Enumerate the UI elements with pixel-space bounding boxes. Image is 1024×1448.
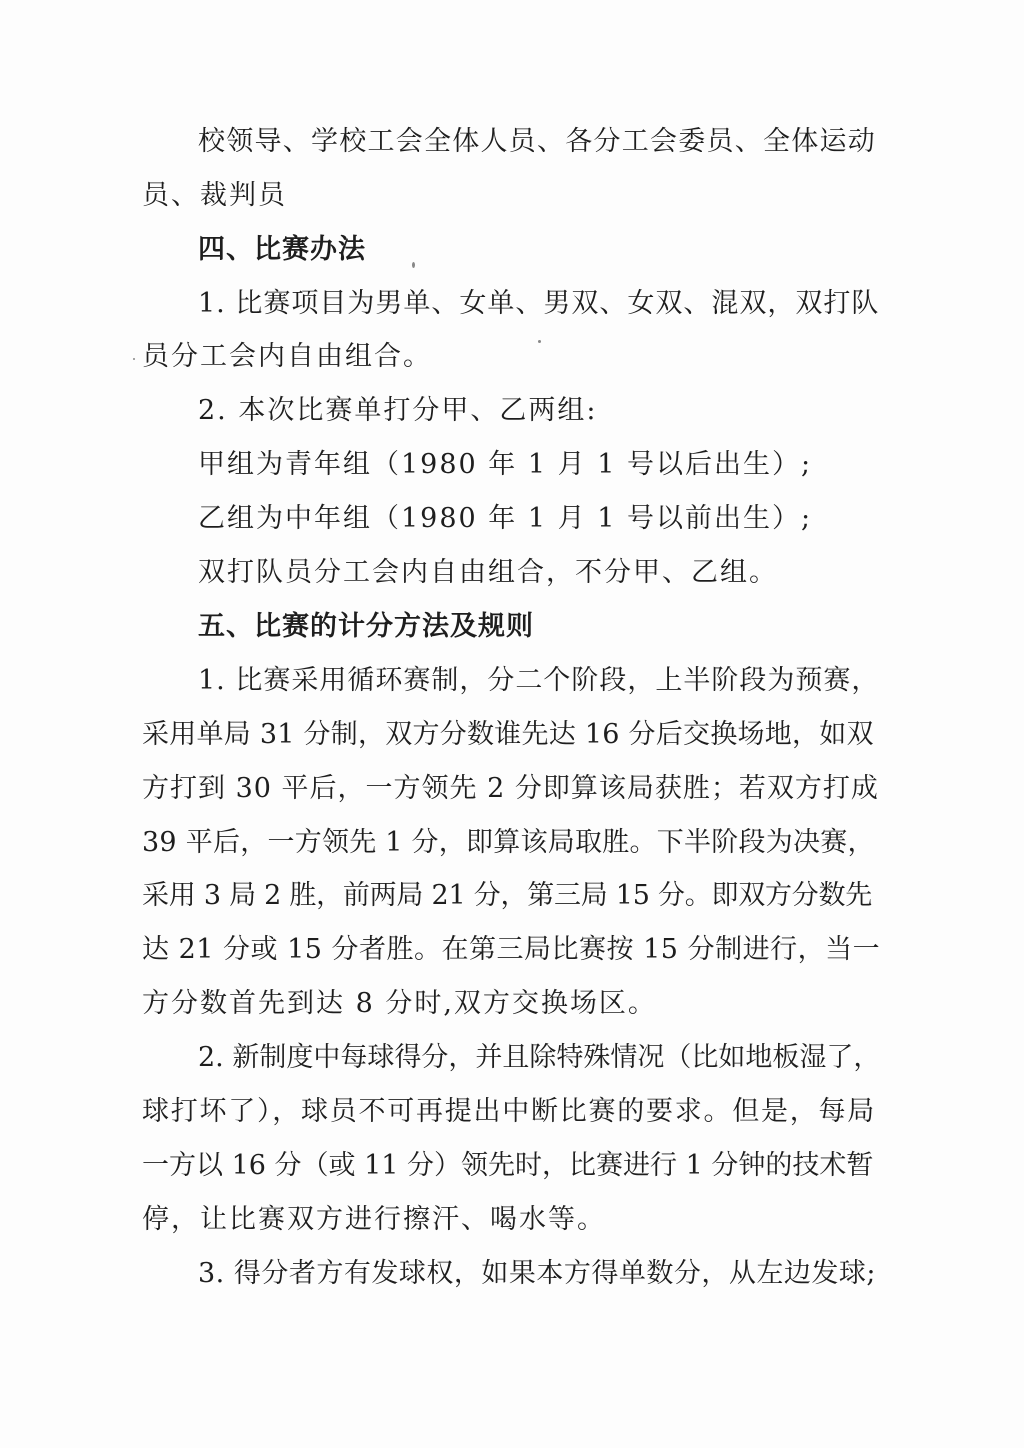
text-line: 乙组为中年组（1980 年 1 月 1 号以前出生）; bbox=[198, 503, 813, 534]
text-line: 方分数首先到达 8 分时,双方交换场区。 bbox=[142, 988, 657, 1019]
text-line: 2. 本次比赛单打分甲、乙两组: bbox=[198, 395, 598, 426]
text-line: 1. 比赛采用循环赛制，分二个阶段，上半阶段为预赛， bbox=[198, 665, 880, 696]
text-line: 采用单局 31 分制，双方分数谁先达 16 分后交换场地，如双 bbox=[142, 719, 874, 750]
section-heading: 五、比赛的计分方法及规则 bbox=[198, 611, 534, 642]
section-heading: 四、比赛办法 bbox=[198, 234, 366, 265]
scan-speck bbox=[412, 262, 415, 268]
text-line: 3. 得分者方有发球权，如果本方得单数分，从左边发球; bbox=[198, 1258, 876, 1289]
text-line: 一方以 16 分（或 11 分）领先时，比赛进行 1 分钟的技术暂 bbox=[142, 1150, 874, 1181]
text-line: 员、裁判员 bbox=[142, 180, 287, 211]
text-line: 达 21 分或 15 分者胜。在第三局比赛按 15 分制进行，当一 bbox=[142, 934, 881, 965]
text-line: 甲组为青年组（1980 年 1 月 1 号以后出生）; bbox=[198, 449, 813, 480]
text-line: 停，让比赛双方进行擦汗、喝水等。 bbox=[142, 1204, 606, 1235]
text-line: 员分工会内自由组合。 bbox=[142, 341, 432, 372]
text-line: 39 平后，一方领先 1 分，即算该局取胜。下半阶段为决赛， bbox=[142, 827, 875, 858]
text-line: 采用 3 局 2 胜，前两局 21 分，第三局 15 分。即双方分数先 bbox=[142, 880, 872, 911]
scan-speck bbox=[538, 340, 541, 343]
text-line: 球打坏了），球员不可再提出中断比赛的要求。但是，每局 bbox=[142, 1096, 876, 1127]
text-line: 双打队员分工会内自由组合，不分甲、乙组。 bbox=[198, 557, 778, 588]
text-line: 2. 新制度中每球得分，并且除特殊情况（比如地板湿了， bbox=[198, 1042, 881, 1073]
text-line: 方打到 30 平后，一方领先 2 分即算该局获胜；若双方打成 bbox=[142, 773, 879, 804]
scan-speck bbox=[133, 358, 135, 360]
text-line: 1. 比赛项目为男单、女单、男双、女双、混双，双打队 bbox=[198, 288, 880, 319]
text-line: 校领导、学校工会全体人员、各分工会委员、全体运动 bbox=[198, 126, 876, 157]
